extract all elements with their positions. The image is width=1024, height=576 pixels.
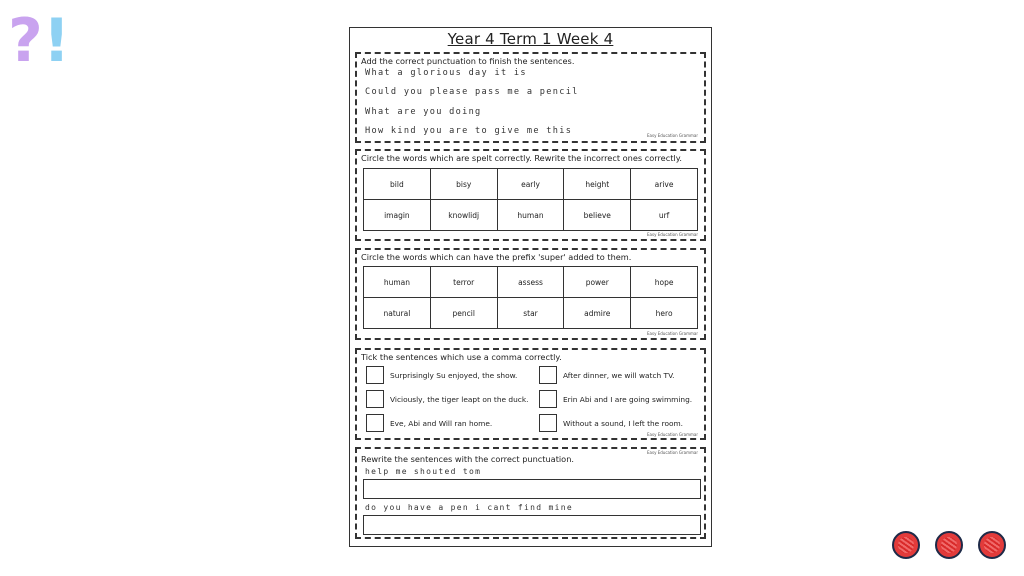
red-dot-icon xyxy=(892,531,920,559)
worksheet-title: Year 4 Term 1 Week 4 xyxy=(447,30,614,48)
section-heading: Circle the words which can have the prefix 'super' added to them. xyxy=(361,252,632,262)
prefix-table xyxy=(363,266,698,329)
section-rewrite xyxy=(355,447,706,539)
word-cell[interactable]: assess xyxy=(497,267,564,298)
word-cell[interactable]: hero xyxy=(631,298,698,329)
worksheet xyxy=(349,27,712,547)
tick-box[interactable] xyxy=(366,390,384,408)
word-cell[interactable]: knowlidj xyxy=(430,200,497,231)
section-heading: Circle the words which are spelt correctly. Rewrite the incorrect ones correctly. xyxy=(361,153,682,163)
sentence: Could you please pass me a pencil xyxy=(365,87,579,97)
word-cell[interactable]: admire xyxy=(564,298,631,329)
tick-box[interactable] xyxy=(539,366,557,384)
section-punctuation xyxy=(355,52,706,143)
spelling-table xyxy=(363,168,698,231)
word-cell[interactable]: terror xyxy=(430,267,497,298)
word-cell[interactable]: bild xyxy=(364,169,431,200)
sentence: What are you doing xyxy=(365,107,482,117)
answer-box[interactable] xyxy=(363,515,701,535)
sentence: What a glorious day it is xyxy=(365,68,527,78)
word-cell[interactable]: height xyxy=(564,169,631,200)
comma-sentence: After dinner, we will watch TV. xyxy=(563,371,675,380)
comma-sentence: Surprisingly Su enjoyed, the show. xyxy=(390,371,518,380)
exclamation-mark-icon: ! xyxy=(42,6,71,76)
word-cell[interactable]: hope xyxy=(631,267,698,298)
footer-label: Easy Education Grammar xyxy=(647,331,698,336)
red-dot-icon xyxy=(935,531,963,559)
section-heading: Add the correct punctuation to finish the sentences. xyxy=(361,56,575,66)
question-mark-icon: ? xyxy=(8,6,43,76)
word-cell[interactable]: arive xyxy=(631,169,698,200)
word-cell[interactable]: human xyxy=(364,267,431,298)
word-cell[interactable]: human xyxy=(497,200,564,231)
word-cell[interactable]: power xyxy=(564,267,631,298)
section-prefix xyxy=(355,248,706,340)
footer-label: Easy Education Grammar xyxy=(647,432,698,437)
tick-box[interactable] xyxy=(539,414,557,432)
section-heading: Tick the sentences which use a comma correctly. xyxy=(361,352,562,362)
word-cell[interactable]: imagin xyxy=(364,200,431,231)
answer-box[interactable] xyxy=(363,479,701,499)
footer-label: Easy Education Grammar xyxy=(647,450,698,455)
tick-box[interactable] xyxy=(539,390,557,408)
word-cell[interactable]: urf xyxy=(631,200,698,231)
punctuation-decoration xyxy=(8,6,70,76)
word-cell[interactable]: bisy xyxy=(430,169,497,200)
comma-sentence: Erin Abi and I are going swimming. xyxy=(563,395,693,404)
tick-box[interactable] xyxy=(366,414,384,432)
comma-sentence: Viciously, the tiger leapt on the duck. xyxy=(390,395,529,404)
section-commas xyxy=(355,348,706,440)
sentence: How kind you are to give me this xyxy=(365,126,573,136)
section-heading: Rewrite the sentences with the correct punctuation. xyxy=(361,454,574,464)
word-cell[interactable]: star xyxy=(497,298,564,329)
word-cell[interactable]: natural xyxy=(364,298,431,329)
footer-label: Easy Education Grammar xyxy=(647,133,698,138)
word-cell[interactable]: believe xyxy=(564,200,631,231)
section-spelling xyxy=(355,149,706,241)
comma-sentence: Eve, Abi and Will ran home. xyxy=(390,419,493,428)
word-cell[interactable]: pencil xyxy=(430,298,497,329)
red-dot-icon xyxy=(978,531,1006,559)
rewrite-sentence: help me shouted tom xyxy=(365,467,482,476)
tick-box[interactable] xyxy=(366,366,384,384)
comma-sentence: Without a sound, I left the room. xyxy=(563,419,684,428)
footer-label: Easy Education Grammar xyxy=(647,232,698,237)
word-cell[interactable]: early xyxy=(497,169,564,200)
rewrite-sentence: do you have a pen i cant find mine xyxy=(365,503,573,512)
